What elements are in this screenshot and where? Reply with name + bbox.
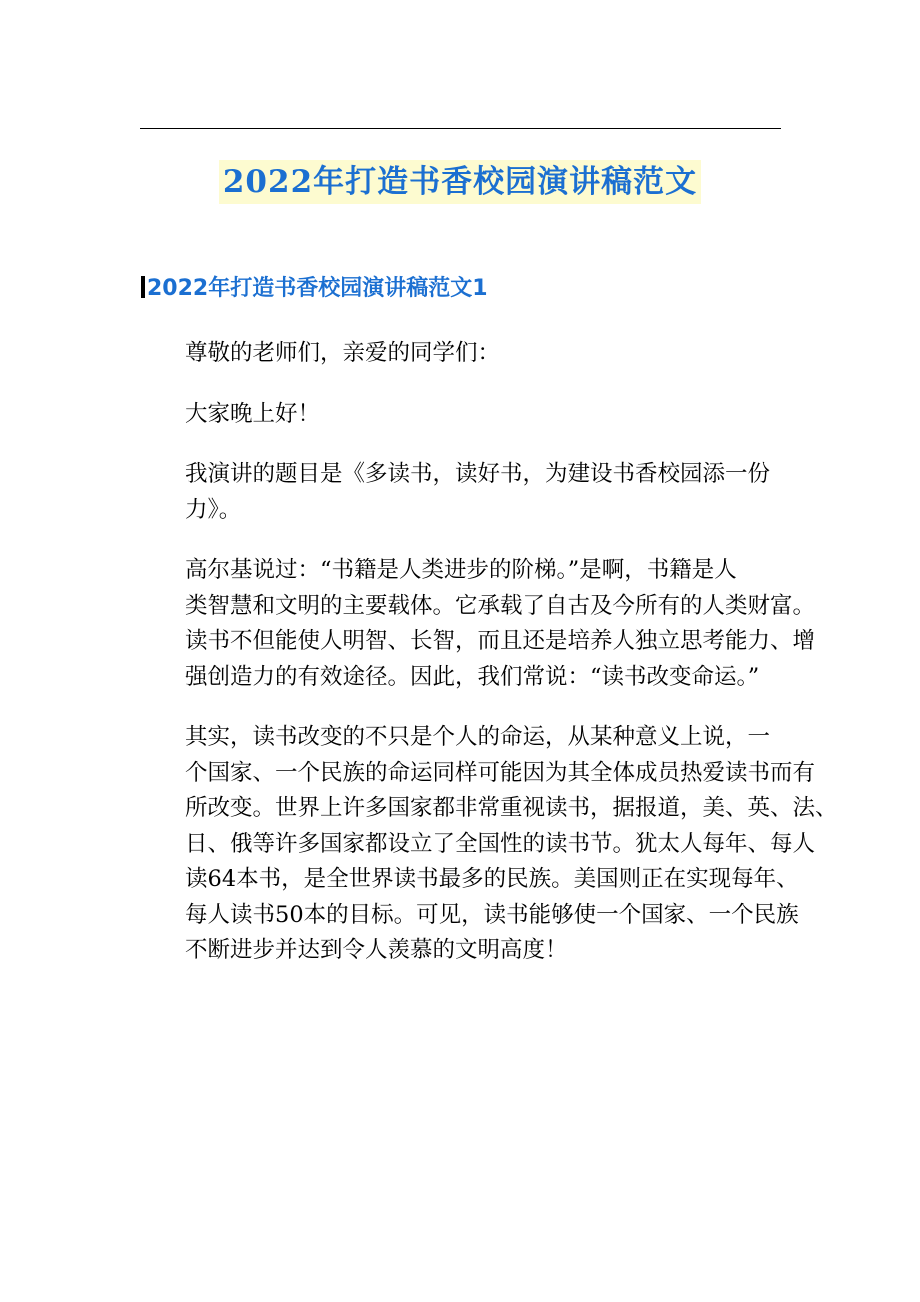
- paragraph: [140, 553, 816, 695]
- paragraph-line: 我演讲的题目是《多读书，读好书，为建设书香校园添一份: [185, 461, 771, 487]
- paragraph: [140, 457, 782, 528]
- paragraph-line: 大家晚上好！: [185, 400, 321, 427]
- paragraph: [140, 397, 782, 433]
- paragraph-line: 其实，读书改变的不只是个人的命运，从某种意义上说，一: [185, 724, 771, 750]
- paragraph-line: 日、俄等许多国家都设立了全国性的读书节。犹太人每年、每人: [185, 830, 816, 857]
- paragraph-line: 强创造力的有效途径。因此，我们常说：“读书改变命运。”: [185, 663, 760, 690]
- paragraph-line: 所改变。世界上许多国家都非常重视读书，据报道，美、英、法、: [185, 795, 838, 821]
- section-heading: [141, 275, 488, 303]
- heading-marker: [141, 276, 145, 298]
- paragraph-line: 读书不但能使人明智、长智，而且还是培养人独立思考能力、增: [185, 628, 816, 654]
- paragraph: [140, 720, 838, 969]
- paragraph-line: 尊敬的老师们，亲爱的同学们：: [185, 340, 501, 366]
- paragraph-line: 力》。: [185, 496, 242, 523]
- paragraph: [140, 336, 782, 372]
- document-body: [140, 336, 838, 994]
- top-divider: [140, 128, 781, 129]
- paragraph-line: 高尔基说过：“书籍是人类进步的阶梯。”是啊，书籍是人: [185, 557, 737, 583]
- paragraph-line: 类智慧和文明的主要载体。它承载了自古及今所有的人类财富。: [185, 592, 816, 619]
- section-heading-text: 2022年打造书香校园演讲稿范文1: [147, 276, 488, 301]
- document-title-block: [0, 160, 920, 204]
- paragraph-line: 不断进步并达到令人羡慕的文明高度！: [185, 937, 568, 963]
- document-title: 2022年打造书香校园演讲稿范文: [219, 160, 701, 204]
- paragraph-line: 每人读书50本的目标。可见，读书能够使一个国家、一个民族: [185, 901, 799, 928]
- paragraph-line: 读64本书，是全世界读书最多的民族。美国则正在实现每年、: [185, 866, 799, 892]
- paragraph-line: 个国家、一个民族的命运同样可能因为其全体成员热爱读书而有: [185, 759, 816, 786]
